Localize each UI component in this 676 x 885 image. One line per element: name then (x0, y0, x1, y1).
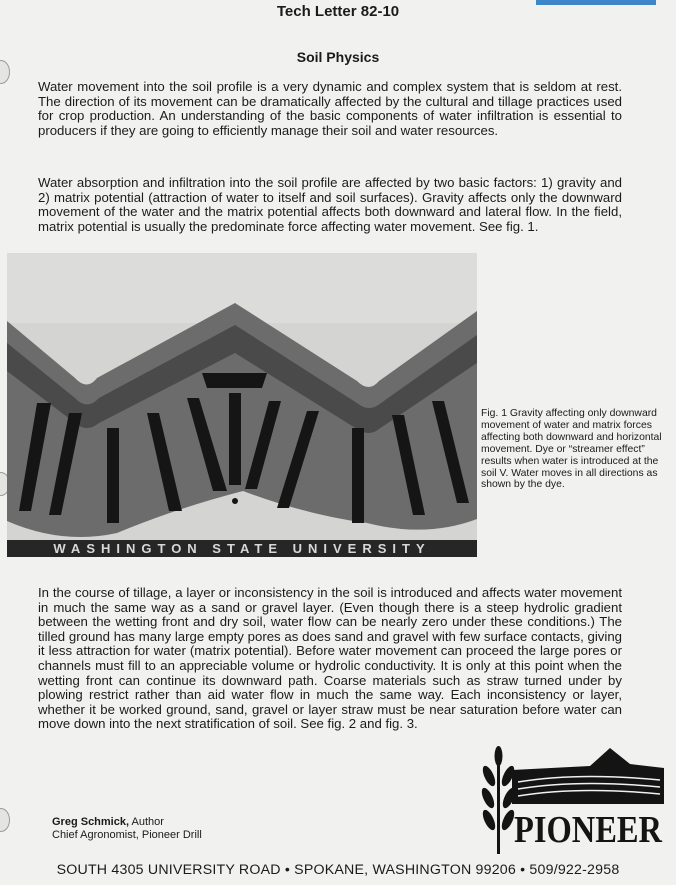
figure-caption: Fig. 1 Gravity affecting only downward movement of water and matrix forces affecting both downward and horizontal movement. Dye or “streamer effect” results when water is introduced at the soil V. Water moves in all directions as shown by the dye. (481, 408, 662, 491)
author-block (52, 816, 202, 842)
absorption-paragraph: Water absorption and infiltration into the soil profile are affected by two basic factors: 1) gravity and 2) matrix potential (attraction of water to itself and soil surfaces). Gravity affects only the downward movement of the water and the matrix potential affects both downward and lateral flow. In the field, matrix potential is usually the predominate force affecting water movement. See fig. 1. (38, 175, 622, 234)
author-name: Greg Schmick, (52, 816, 130, 828)
section-title: Soil Physics (296, 49, 380, 65)
document-title: Tech Letter 82-10 (276, 3, 400, 20)
intro-paragraph: Water movement into the soil profile is a very dynamic and complex system that is seldom at rest. The direction of its movement can be dramatically affected by the cultural and tillage practices used for crop production. An understanding of the basic components of water infiltration is essential to producers if they are going to efficiently manage their soil and water resources. (38, 79, 622, 138)
footer-address: SOUTH 4305 UNIVERSITY ROAD • SPOKANE, WASHINGTON 99206 • 509/922-2958 (56, 862, 620, 878)
photo-strip-text: WASHINGTON STATE UNIVERSITY (53, 541, 431, 556)
wheat-stalk-icon (479, 746, 517, 854)
author-title: Chief Agronomist, Pioneer Drill (52, 829, 202, 841)
soil-dye-photo (7, 253, 477, 557)
pioneer-logo (478, 742, 664, 854)
logo-wordmark: PIONEER (514, 809, 663, 851)
punch-hole (0, 808, 10, 832)
author-role: Author (129, 816, 164, 828)
tillage-paragraph: In the course of tillage, a layer or inconsistency in the soil is introduced and affects water movement in much the same way as a sand or gravel layer. (Even though there is a steep hydrolic gradient between the wetting front and dry soil, water flow can be nearly zero under these conditions.) The tilled ground has many large empty pores as does sand and gravel with few surface contacts, giving it less attraction for water (matrix potential). Before water movement can proceed the large pores or channels must fill to an appreciable volume or hydrolic conductivity. It is only at this point when the wetting front can continue its downward path. Coarse materials such as straw turned under by plowing restrict rather than aid water flow in much the same way. Each inconsistency or layer, whether it be worked ground, sand, gravel or layer straw must be near saturation before water can move down into the next stratification of soil. See fig. 2 and fig. 3. (38, 585, 622, 732)
